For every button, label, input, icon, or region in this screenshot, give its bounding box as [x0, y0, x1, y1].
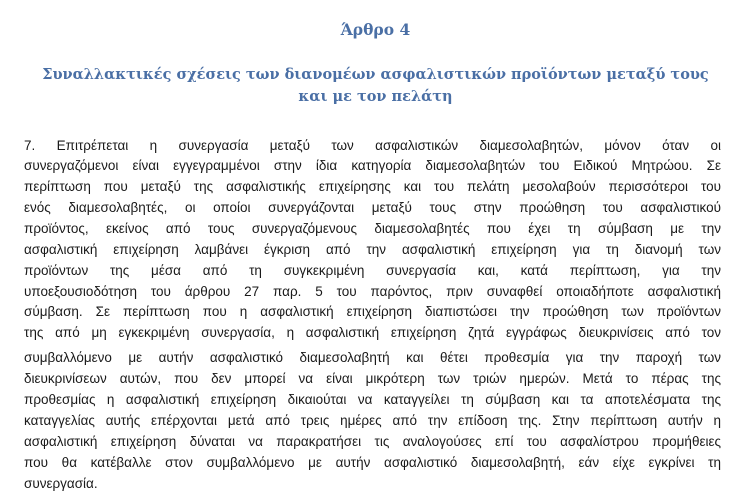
- paragraph-line: περίπτωση που μεταξύ της ασφαλιστικής επιχείρησης και του πελάτη μεσολαβούν περισσότεροι του: [24, 179, 721, 194]
- article-number: Άρθρο 4: [340, 20, 411, 39]
- paragraph-line: ασφαλιστική επιχείρηση λαμβάνει έγκριση από την ασφαλιστική επιχείρηση για τη διανομή των: [24, 242, 721, 257]
- paragraph-line: ασφαλιστική επιχείρηση δύναται να παρακρατήσει τις αναλογούσες επί του ασφαλίστρου προμήθειες: [24, 434, 721, 449]
- paragraph-line: σύμβαση. Σε περίπτωση που η ασφαλιστική επιχείρηση διαπιστώσει την προώθηση των προϊόντων: [24, 304, 721, 319]
- paragraph-line: διευκρινίσεων αυτών, που δεν μπορεί να είναι μικρότερη των τριών ημερών. Μετά το πέρας της: [24, 371, 721, 386]
- paragraph-line: συμβαλλόμενο με αυτήν ασφαλιστικό διαμεσολαβητή και θέτει προθεσμία για την παροχή των: [24, 350, 721, 365]
- paragraph-line: συνεργασία.: [24, 476, 98, 491]
- paragraph-line: προθεσμίας η ασφαλιστική επιχείρηση δικαιούται να καταγγείλει τη σύμβαση και τα αποτελέσματα της: [24, 392, 721, 407]
- paragraph-line: υποεξουσιοδότηση του άρθρου 27 παρ. 5 του παρόντος, πριν συναφθεί οποιαδήποτε ασφαλιστική: [24, 284, 721, 299]
- paragraph-line: προϊόντων της μέσα από τη συγκεκριμένη συνεργασία και, κατά περίπτωση, για την: [24, 263, 721, 278]
- paragraph-line: που θα κατέβαλλε στον συμβαλλόμενο με αυτήν ασφαλιστικό διαμεσολαβητή, εάν είχε εγκρίνει τη: [24, 455, 721, 470]
- paragraph-line: ενός διαμεσολαβητές, οι οποίοι συνεργάζονται μεταξύ τους στην προώθηση του ασφαλιστικού: [24, 200, 721, 215]
- paragraph-line: 7. Επιτρέπεται η συνεργασία μεταξύ των ασφαλιστικών διαμεσολαβητών, μόνον όταν οι: [24, 138, 721, 153]
- article-heading-line-2: και με τον πελάτη: [298, 88, 453, 105]
- paragraph-line: συνεργαζόμενοι είναι εγγεγραμμένοι στην ίδια κατηγορία διαμεσολαβητών του Ειδικού Μητρώου. Σε: [24, 158, 721, 173]
- article-heading: [30, 64, 721, 108]
- article-heading-line-1: Συναλλακτικές σχέσεις των διανομέων ασφαλιστικών προϊόντων μεταξύ τους: [42, 66, 709, 83]
- paragraph-line: καταγγελίας αυτής επέρχονται μετά από τρεις ημέρες από την επίδοση της. Στην περίπτωση αυτήν η: [24, 413, 721, 428]
- paragraph-line: προϊόντος, εκείνος από τους συνεργαζόμενους διαμεσολαβητές που έχει τη σύμβαση με την: [24, 221, 721, 236]
- paragraph-line: της από μη εγκεκριμένη συνεργασία, η ασφαλιστική επιχείρηση ζητά εγγράφως διευκρινίσεις από τον: [24, 325, 721, 340]
